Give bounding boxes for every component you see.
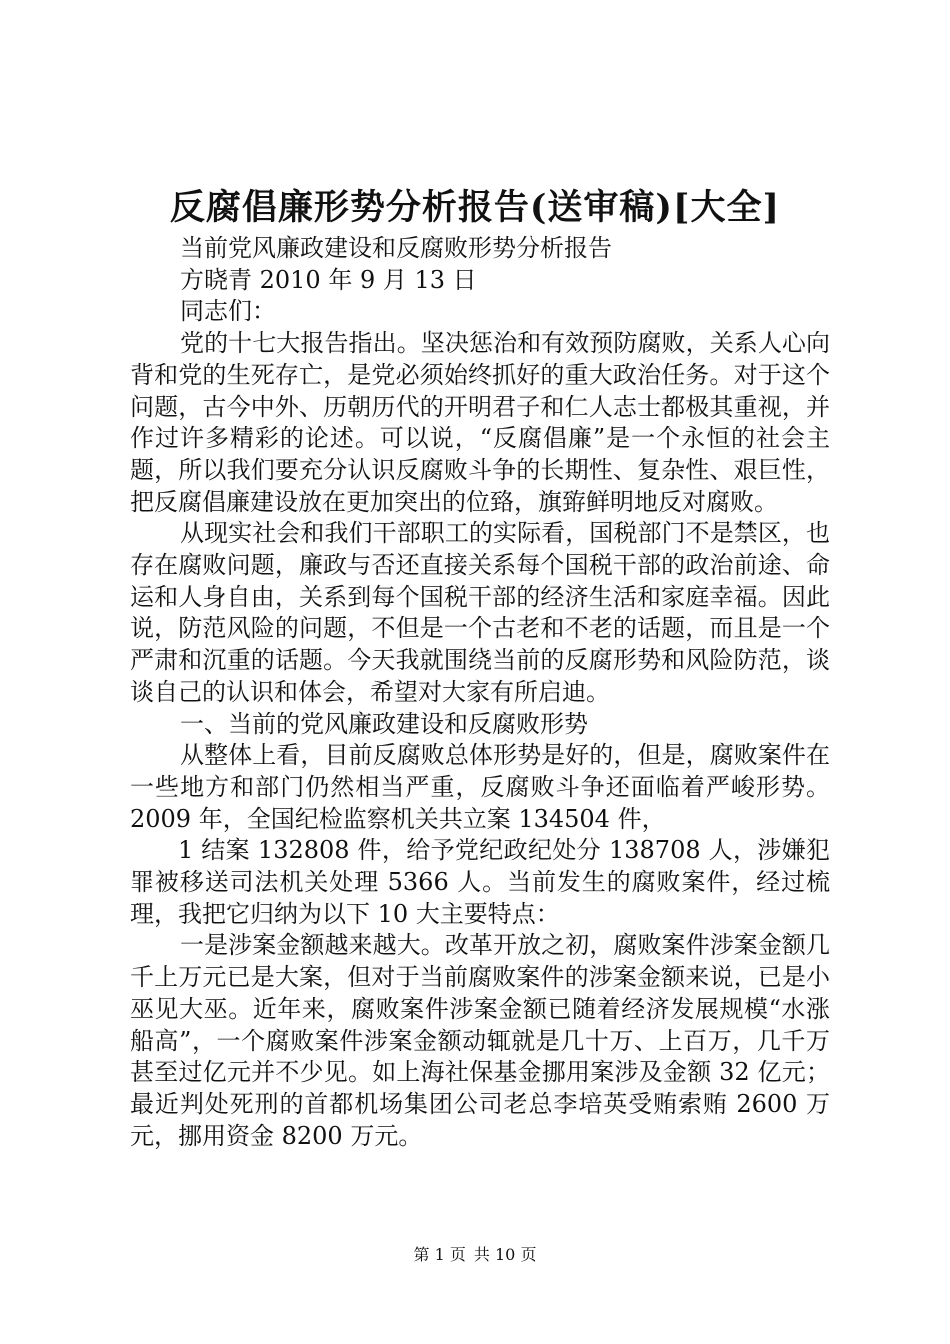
- body-paragraph: 从现实社会和我们干部职工的实际看，国税部门不是禁区，也存在腐败问题，廉政与否还直接关系每个国税干部的政治前途、命运和人身自由，关系到每个国税干部的经济生活和家庭幸福。因此说，防范风险的问题，不但是一个古老和不老的话题，而且是一个严肃和沉重的话题。今天我就围绕当前的反腐形势和风险防范，谈谈自己的认识和体会，希望对大家有所启迪。: [130, 519, 830, 706]
- body-paragraph: 从整体上看，目前反腐败总体形势是好的，但是，腐败案件在一些地方和部门仍然相当严重，反腐败斗争还面临着严峻形势。2009 年，全国纪检监察机关共立案 134504 件，: [130, 741, 830, 833]
- page-total: 共 10 页: [473, 1245, 537, 1264]
- body-paragraph: 党的十七大报告指出。坚决惩治和有效预防腐败，关系人心向背和党的生死存亡，是党必须始终抓好的重大政治任务。对于这个问题，古今中外、历朝历代的开明君子和仁人志士都极其重视，并作过许多精彩的论述。可以说，“反腐倡廉”是一个永恒的社会主题，所以我们要充分认识反腐败斗争的长期性、复杂性、艰巨性，把反腐倡廉建设放在更加突出的位臵，旗臶鲜明地反对腐败。: [130, 329, 830, 516]
- body-paragraph: 一是涉案金额越来越大。改革开放之初，腐败案件涉案金额几千上万元已是大案，但对于当前腐败案件的涉案金额来说，已是小巫见大巫。近年来，腐败案件涉案金额已随着经济发展规模“水涨船高”，一个腐败案件涉案金额动辄就是几十万、上百万，几千万甚至过亿元并不少见。如上海社保基金挪用案涉及金额 32 亿元；最近判处死刑的首都机场集团公司老总李培英受贿索贿 2600 万元，挪用资金 8200 万元。: [130, 931, 830, 1150]
- page-footer: [0, 1244, 950, 1266]
- document-title: 反腐倡廉形势分析报告(送审稿)[大全]: [169, 187, 781, 228]
- body-paragraph: 1 结案 132808 件，给予党纪政纪处分 138708 人，涉嫌犯罪被移送司法机关处理 5366 人。当前发生的腐败案件，经过梳理，我把它归纳为以下 10 大主要特点：: [130, 836, 830, 928]
- author-date-paragraph: 方晓青 2010 年 9 月 13 日: [180, 265, 477, 294]
- section-heading: 一、当前的党风廉政建设和反腐败形势: [180, 709, 588, 738]
- page-number: 第 1 页: [413, 1245, 466, 1264]
- subtitle-paragraph: 当前党风廉政建设和反腐败形势分析报告: [180, 234, 612, 262]
- document-body: [130, 233, 830, 1152]
- salutation-paragraph: 同志们：: [180, 297, 276, 326]
